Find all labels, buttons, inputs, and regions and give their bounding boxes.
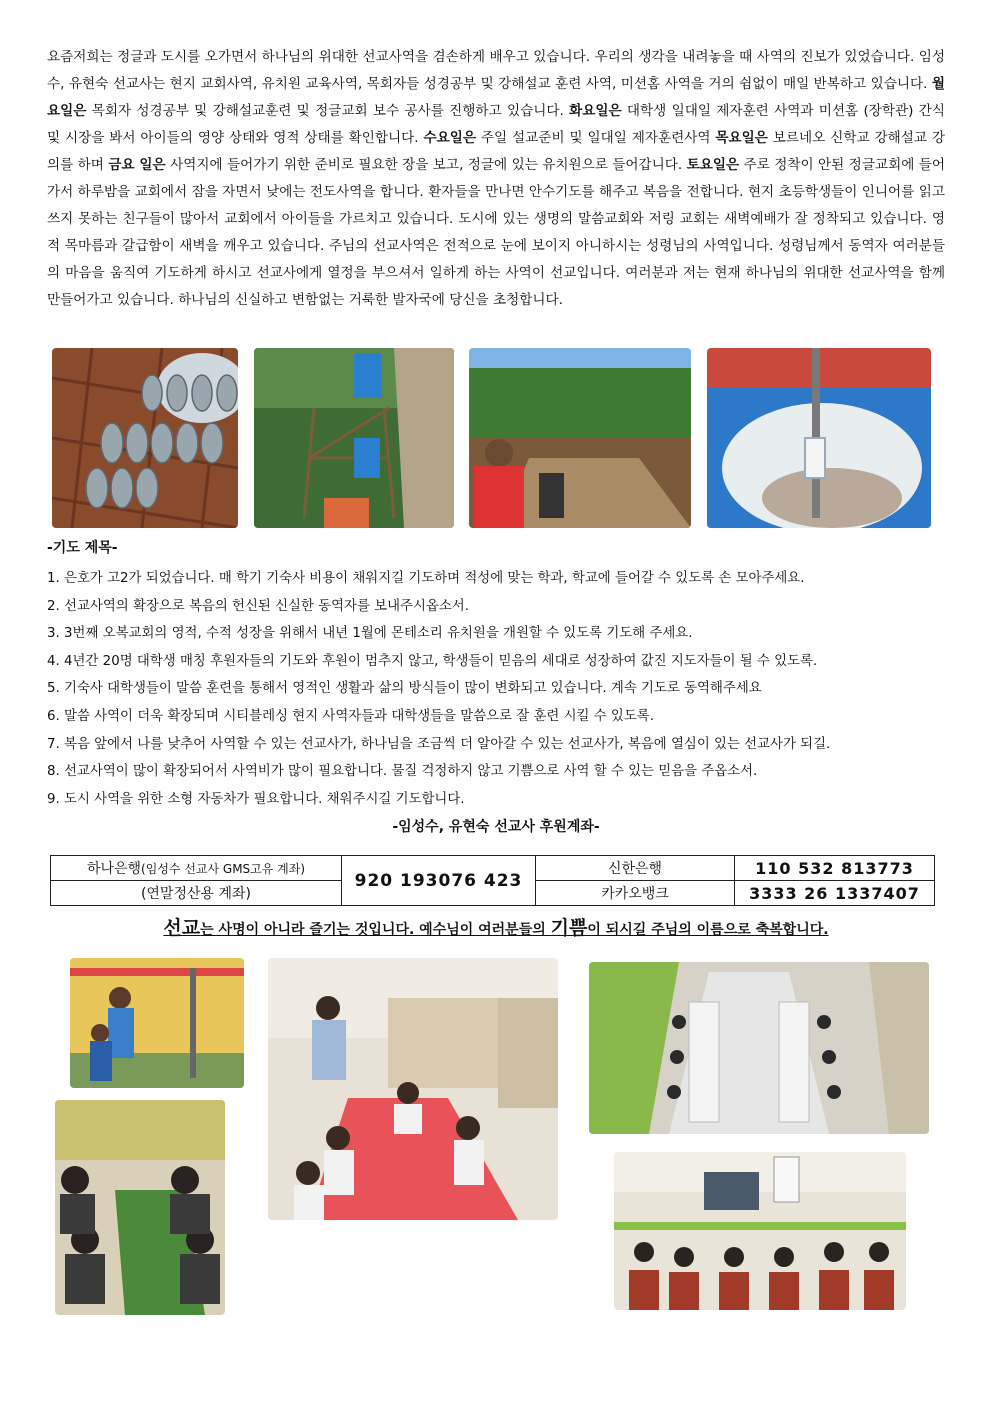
report-text: 대학생 일대일 제자훈련 사역과 미션홈 (장학관) 간식 및 시장을 봐서 아이들의 영양 상태와 영적 상태를 확인합니다. bbox=[47, 103, 945, 146]
meal-gathering-photo bbox=[55, 1100, 225, 1315]
bank3-name: 카카오뱅크 bbox=[536, 881, 735, 906]
boat-river-photo bbox=[469, 348, 691, 528]
bank1-cell bbox=[51, 856, 342, 881]
prayer-item: 6. 말씀 사역이 더욱 확장되며 시티블레싱 현지 사역자들과 대학생들을 말씀으로 잘 훈련 시킬 수 있도록. bbox=[47, 708, 654, 724]
account-table bbox=[50, 855, 935, 906]
thursday-label: 목요일은 bbox=[715, 130, 768, 146]
report-text: 사역지에 들어가기 위한 준비로 필요한 장을 보고, 정글에 있는 유치원으로 들어갑니다. bbox=[165, 157, 687, 173]
prayer-item: 9. 도시 사역을 위한 소형 자동차가 필요합니다. 채워주시길 기도합니다. bbox=[47, 791, 465, 807]
report-text: 보르네오 신학교 강해설교 강의를 하며 bbox=[47, 130, 946, 173]
prayer-heading: -기도 제목- bbox=[47, 540, 118, 556]
bank1-note: (임성수 선교사 GMS고유 계좌) bbox=[141, 862, 306, 876]
report-paragraph bbox=[47, 44, 945, 314]
slogan-text: 이 되시길 주님의 이름으로 축복합니다. bbox=[587, 922, 829, 938]
prayer-item: 3. 3번째 오복교회의 영적, 수적 성장을 위해서 내년 1월에 몬테소리 유치원을 개원할 수 있도록 기도해 주세요. bbox=[47, 626, 693, 642]
kindergarten-lunch-photo bbox=[268, 958, 558, 1220]
report-text: 주일 설교준비 및 일대일 제자훈련사역 bbox=[476, 130, 716, 146]
prayer-item: 8. 선교사역이 많이 확장되어서 사역비가 많이 필요합니다. 물질 걱정하지 않고 기쁨으로 사역 할 수 있는 믿음을 주옵소서. bbox=[47, 764, 758, 780]
prayer-item: 2. 선교사역의 확장으로 복음의 헌신된 신실한 동역자를 보내주시옵소서. bbox=[47, 598, 469, 614]
fish-photo bbox=[52, 348, 238, 528]
slogan bbox=[0, 913, 992, 940]
bank1-number: 920 193076 423 bbox=[342, 856, 536, 906]
slogan-word-joy: 기쁨 bbox=[550, 917, 588, 939]
water-tank-photo bbox=[707, 348, 931, 528]
water-tower-photo bbox=[254, 348, 454, 528]
prayer-list bbox=[47, 565, 947, 813]
saturday-label: 토요일은 bbox=[686, 157, 740, 173]
report-text: 요즘저희는 정글과 도시를 오가면서 하나님의 위대한 선교사역을 겸손하게 배우고 있습니다. 우리의 생각을 내려놓을 때 사역의 진보가 있었습니다. 임성수, 유현숙 선교사는 현지 교회사역, 유치원 교육사역, 목회자들 성경공부 및 강해설교 훈련 사역, 미션홈 사역을 거의 쉼없이 매일 반복하고 있습니다. bbox=[47, 49, 945, 92]
worship-presentation-photo bbox=[614, 1152, 906, 1310]
classroom-laptops-photo bbox=[589, 962, 929, 1134]
slogan-text: 는 사명이 아니라 즐기는 것입니다. 예수님이 여러분들의 bbox=[200, 922, 551, 938]
bank2-name: 신한은행 bbox=[536, 856, 735, 881]
bank2-number: 110 532 813773 bbox=[735, 856, 935, 881]
report-text: 주로 정착이 안된 정글교회에 들어가서 하루밤을 교회에서 잠을 자면서 낮에는 전도사역을 합니다. 환자들을 만나면 안수기도를 해주고 복음을 전합니다. 현지 초등학생들이 인니어를 읽고 쓰지 못하는 친구들이 많아서 교회에서 아이들을 가르치고 있습니다. 도시에 있는 생명의 말씀교회와 저링 교회는 새벽예배가 잘 정착되고 있습니다. 영적 목마름과 갈급함이 새벽을 깨우고 있습니다. 주님의 선교사역은 전적으로 눈에 보이지 아니하시는 성령님의 사역입니다. 성령님께서 동역자 여러분들의 마음을 움직여 기도하게 하시고 선교사에게 열정을 부으셔서 일하게 하는 사역이 선교입니다. 여러분과 저는 현재 하나님의 위대한 선교사역을 함께 만들어가고 있습니다. 하나님의 신실하고 변함없는 거룩한 발자국에 당신을 초청합니다. bbox=[47, 157, 946, 308]
bank1-name: 하나은행 bbox=[86, 861, 142, 877]
wednesday-label: 수요일은 bbox=[423, 130, 477, 146]
prayer-item: 7. 복음 앞에서 나를 낮추어 사역할 수 있는 선교사가, 하나님을 조금씩 더 알아갈 수 있는 선교사가, 복음에 열심이 있는 선교사가 되길. bbox=[47, 736, 831, 752]
monday-label: 월요일은 bbox=[47, 76, 945, 119]
account-title: -임성수, 유현숙 선교사 후원계좌- bbox=[392, 819, 600, 835]
slogan-word-mission: 선교 bbox=[163, 917, 201, 939]
friday-label: 금요 일은 bbox=[108, 157, 166, 173]
bank1-note2: (연말정산용 계좌) bbox=[51, 881, 342, 906]
report-text: 목회자 성경공부 및 강해설교훈련 및 정글교회 보수 공사를 진행하고 있습니다. bbox=[86, 103, 570, 119]
tuesday-label: 화요일은 bbox=[569, 103, 622, 119]
bank3-number: 3333 26 1337407 bbox=[735, 881, 935, 906]
prayer-item: 1. 은호가 고2가 되었습니다. 매 학기 기숙사 비용이 채워지길 기도하며 적성에 맞는 학과, 학교에 들어갈 수 있도록 손 모아주세요. bbox=[47, 571, 805, 586]
prayer-item: 4. 4년간 20명 대학생 매칭 후원자들의 기도와 후원이 멈추지 않고, 학생들이 믿음의 세대로 성장하여 값진 지도자들이 될 수 있도록. bbox=[47, 653, 818, 669]
prayer-item: 5. 기숙사 대학생들이 말씀 훈련을 통해서 영적인 생활과 삶의 방식들이 많이 변화되고 있습니다. 계속 기도로 동역해주세요 bbox=[47, 681, 762, 697]
playground-photo bbox=[70, 958, 244, 1088]
